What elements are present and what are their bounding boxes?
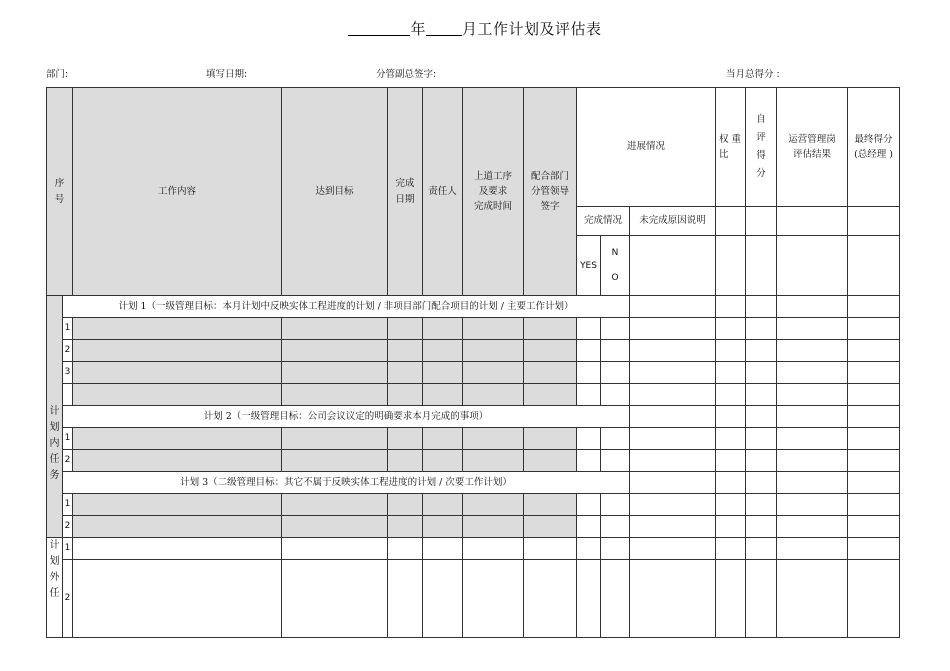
cell[interactable] <box>630 384 716 406</box>
cell[interactable] <box>848 450 900 472</box>
cell[interactable] <box>577 428 601 450</box>
cell[interactable] <box>746 560 777 638</box>
final-score-sub[interactable] <box>848 207 900 236</box>
cell[interactable] <box>630 516 716 538</box>
cell[interactable] <box>716 428 746 450</box>
cell[interactable] <box>282 516 388 538</box>
cell[interactable] <box>423 560 463 638</box>
self-score-sub2[interactable] <box>746 236 777 296</box>
title-text: 月工作计划及评估表 <box>462 20 602 38</box>
table-row <box>47 516 900 538</box>
cell[interactable] <box>73 340 282 362</box>
target-header: 达到目标 <box>282 88 388 296</box>
cell[interactable] <box>73 560 282 638</box>
cell[interactable] <box>716 318 746 340</box>
cell[interactable] <box>577 494 601 516</box>
row-number: 2 <box>63 340 73 362</box>
header-row-1 <box>47 88 900 207</box>
progress-reason-header: 未完成原因说明 <box>630 207 716 236</box>
cell[interactable] <box>524 560 577 638</box>
row-number: 1 <box>63 428 73 450</box>
row-number: 1 <box>63 538 73 560</box>
cell[interactable] <box>423 384 463 406</box>
plan-evaluation-table <box>46 87 900 638</box>
cell[interactable] <box>73 494 282 516</box>
cell[interactable] <box>746 296 777 318</box>
cell[interactable] <box>777 296 848 318</box>
cell[interactable] <box>388 516 423 538</box>
cell[interactable] <box>463 538 524 560</box>
cell[interactable] <box>524 384 577 406</box>
cell[interactable] <box>388 538 423 560</box>
cell[interactable] <box>630 340 716 362</box>
table-row <box>47 450 900 472</box>
manager-sign-label: 分管副总签字: <box>376 69 437 80</box>
row-number <box>63 384 73 406</box>
cell[interactable] <box>746 516 777 538</box>
cell[interactable] <box>423 318 463 340</box>
cell[interactable] <box>601 560 630 638</box>
cell[interactable] <box>746 494 777 516</box>
cell[interactable] <box>577 384 601 406</box>
cell[interactable] <box>777 340 848 362</box>
cell[interactable] <box>630 318 716 340</box>
cell[interactable] <box>577 538 601 560</box>
cell[interactable] <box>746 362 777 384</box>
department-label: 部门: <box>46 69 69 80</box>
ops-result-sub2[interactable] <box>777 236 848 296</box>
cell[interactable] <box>716 406 746 428</box>
plan1-row <box>47 296 900 318</box>
cell[interactable] <box>777 384 848 406</box>
self-score-header: 自 评 得 分 <box>746 88 777 207</box>
cell[interactable] <box>848 406 900 428</box>
cell[interactable] <box>577 516 601 538</box>
cell[interactable] <box>716 362 746 384</box>
cell[interactable] <box>716 450 746 472</box>
cell[interactable] <box>848 472 900 494</box>
cell[interactable] <box>282 340 388 362</box>
cell[interactable] <box>73 516 282 538</box>
cell[interactable] <box>601 428 630 450</box>
cell[interactable] <box>388 428 423 450</box>
cell[interactable] <box>601 318 630 340</box>
cell[interactable] <box>716 516 746 538</box>
cell[interactable] <box>630 296 716 318</box>
cell[interactable] <box>463 384 524 406</box>
cell[interactable] <box>746 384 777 406</box>
cell[interactable] <box>73 450 282 472</box>
seq-header: 序 号 <box>47 88 73 296</box>
cell[interactable] <box>848 384 900 406</box>
monthly-score-label: 当月总得分 : <box>726 69 780 80</box>
cell[interactable] <box>388 560 423 638</box>
month-blank[interactable] <box>426 21 462 36</box>
year-blank[interactable] <box>348 21 410 36</box>
cell[interactable] <box>524 538 577 560</box>
cell[interactable] <box>630 560 716 638</box>
cell[interactable] <box>848 560 900 638</box>
cell[interactable] <box>463 340 524 362</box>
cell[interactable] <box>601 384 630 406</box>
cell[interactable] <box>463 560 524 638</box>
cell[interactable] <box>282 362 388 384</box>
plan3-label: 计划 3（二级管理目标：其它不属于反映实体工程进度的计划 / 次要工作计划） <box>63 472 630 494</box>
table-row <box>47 560 900 638</box>
cell[interactable] <box>777 538 848 560</box>
cell[interactable] <box>423 538 463 560</box>
final-score-sub2[interactable] <box>848 236 900 296</box>
cell[interactable] <box>601 450 630 472</box>
cell[interactable] <box>777 560 848 638</box>
cell[interactable] <box>716 296 746 318</box>
cell[interactable] <box>848 318 900 340</box>
fill-date-label: 填写日期: <box>206 69 248 80</box>
prev-step-header: 上道工序 及要求 完成时间 <box>463 88 524 296</box>
cell[interactable] <box>630 362 716 384</box>
ops-result-sub[interactable] <box>777 207 848 236</box>
cell[interactable] <box>282 538 388 560</box>
cell[interactable] <box>601 340 630 362</box>
cell[interactable] <box>777 494 848 516</box>
weight-sub[interactable] <box>716 207 746 236</box>
cell[interactable] <box>463 450 524 472</box>
cell[interactable] <box>463 516 524 538</box>
cell[interactable] <box>746 450 777 472</box>
self-score-sub[interactable] <box>746 207 777 236</box>
cell[interactable] <box>463 494 524 516</box>
cell[interactable] <box>73 384 282 406</box>
weight-header: 权 重 比 <box>716 88 746 207</box>
table-row <box>47 384 900 406</box>
cell[interactable] <box>73 362 282 384</box>
table-row <box>47 494 900 516</box>
cell[interactable] <box>577 362 601 384</box>
row-number: 3 <box>63 362 73 384</box>
cell[interactable] <box>463 318 524 340</box>
row-number: 2 <box>63 516 73 538</box>
owner-header: 责任人 <box>423 88 463 296</box>
cell[interactable] <box>848 362 900 384</box>
plan2-label: 计划 2（一级管理目标：公司会议议定的明确要求本月完成的事项） <box>63 406 630 428</box>
cell[interactable] <box>423 340 463 362</box>
cell[interactable] <box>601 538 630 560</box>
cell[interactable] <box>716 384 746 406</box>
inner-task-group: 计 划 内 任 务 <box>47 296 63 538</box>
cell[interactable] <box>746 406 777 428</box>
cell[interactable] <box>577 340 601 362</box>
plan3-row <box>47 472 900 494</box>
cell[interactable] <box>777 450 848 472</box>
cell[interactable] <box>423 516 463 538</box>
outer-task-group: 计 划 外 任 <box>47 538 63 638</box>
cell[interactable] <box>777 362 848 384</box>
cell[interactable] <box>777 318 848 340</box>
cell[interactable] <box>423 428 463 450</box>
cell[interactable] <box>848 538 900 560</box>
finish-date-header: 完成 日期 <box>388 88 423 296</box>
cell[interactable] <box>746 472 777 494</box>
cell[interactable] <box>716 472 746 494</box>
cell[interactable] <box>282 318 388 340</box>
cell[interactable] <box>630 406 716 428</box>
cell[interactable] <box>777 516 848 538</box>
table-row <box>47 362 900 384</box>
plan1-label: 计划 1（一级管理目标：本月计划中反映实体工程进度的计划 / 非项目部门配合项目的计划 / 主要工作计划） <box>63 296 630 318</box>
cell[interactable] <box>423 494 463 516</box>
cell[interactable] <box>577 318 601 340</box>
cell[interactable] <box>716 340 746 362</box>
cell[interactable] <box>388 450 423 472</box>
cell[interactable] <box>630 428 716 450</box>
cell[interactable] <box>524 450 577 472</box>
form-title <box>0 18 950 39</box>
cell[interactable] <box>746 318 777 340</box>
cell[interactable] <box>423 450 463 472</box>
year-label: 年 <box>410 20 426 38</box>
final-score-header: 最终得分 (总经理 ) <box>848 88 900 207</box>
cell[interactable] <box>746 428 777 450</box>
cell[interactable] <box>282 560 388 638</box>
cell[interactable] <box>630 450 716 472</box>
cell[interactable] <box>848 296 900 318</box>
cell[interactable] <box>388 362 423 384</box>
row-number: 2 <box>63 450 73 472</box>
cell[interactable] <box>777 406 848 428</box>
no-header: N O <box>601 236 630 296</box>
cell[interactable] <box>463 362 524 384</box>
cell[interactable] <box>463 428 524 450</box>
row-number: 1 <box>63 494 73 516</box>
progress-done-header: 完成情况 <box>577 207 630 236</box>
table-row <box>47 538 900 560</box>
cell[interactable] <box>73 318 282 340</box>
cell[interactable] <box>848 428 900 450</box>
cell[interactable] <box>423 362 463 384</box>
cell[interactable] <box>746 538 777 560</box>
cell[interactable] <box>577 450 601 472</box>
cell[interactable] <box>601 516 630 538</box>
cell[interactable] <box>777 472 848 494</box>
yes-header: YES <box>577 236 601 296</box>
cell[interactable] <box>630 538 716 560</box>
cell[interactable] <box>524 494 577 516</box>
cell[interactable] <box>716 560 746 638</box>
cell[interactable] <box>282 384 388 406</box>
plan2-row <box>47 406 900 428</box>
cell[interactable] <box>848 494 900 516</box>
cell[interactable] <box>282 494 388 516</box>
cell[interactable] <box>73 428 282 450</box>
row-number: 2 <box>63 560 73 638</box>
progress-header: 进展情况 <box>577 88 716 207</box>
cell[interactable] <box>282 428 388 450</box>
ops-result-header: 运营管理岗 评估结果 <box>777 88 848 207</box>
cell[interactable] <box>282 450 388 472</box>
reason-sub[interactable] <box>630 236 716 296</box>
cell[interactable] <box>577 560 601 638</box>
cell[interactable] <box>73 538 282 560</box>
cell[interactable] <box>630 494 716 516</box>
cell[interactable] <box>524 516 577 538</box>
cell[interactable] <box>388 384 423 406</box>
cell[interactable] <box>716 538 746 560</box>
cell[interactable] <box>524 340 577 362</box>
cell[interactable] <box>601 362 630 384</box>
row-number: 1 <box>63 318 73 340</box>
cell[interactable] <box>601 494 630 516</box>
cell[interactable] <box>388 318 423 340</box>
cell[interactable] <box>388 494 423 516</box>
table-row <box>47 340 900 362</box>
cell[interactable] <box>848 340 900 362</box>
cell[interactable] <box>524 318 577 340</box>
coop-dept-header: 配合部门 分管领导 签字 <box>524 88 577 296</box>
cell[interactable] <box>746 340 777 362</box>
table-row <box>47 428 900 450</box>
cell[interactable] <box>524 362 577 384</box>
cell[interactable] <box>716 494 746 516</box>
cell[interactable] <box>388 340 423 362</box>
cell[interactable] <box>630 472 716 494</box>
weight-sub2[interactable] <box>716 236 746 296</box>
cell[interactable] <box>777 428 848 450</box>
table-row <box>47 318 900 340</box>
cell[interactable] <box>524 428 577 450</box>
cell[interactable] <box>848 516 900 538</box>
work-content-header: 工作内容 <box>73 88 282 296</box>
